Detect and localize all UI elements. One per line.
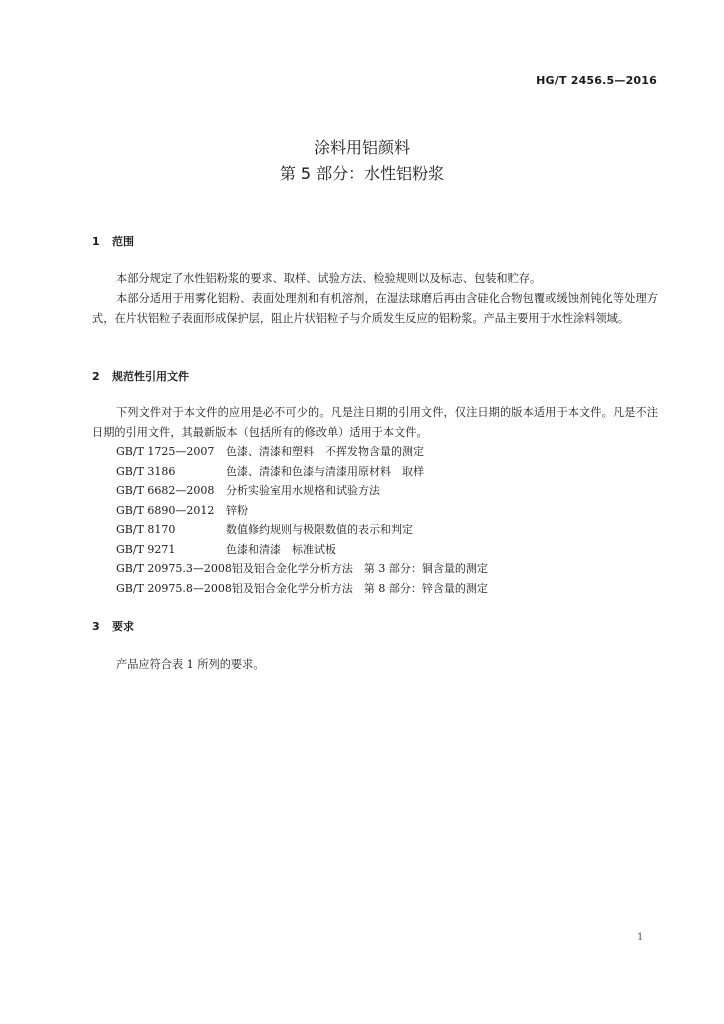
standard-code: HG/T 2456.5—2016 [536, 74, 657, 87]
page-number: 1 [637, 932, 644, 943]
reference-item [116, 462, 488, 482]
section-title: 要求 [112, 620, 134, 633]
section-title: 范围 [112, 235, 134, 248]
reference-title: 色漆、清漆和色漆与清漆用原材料 取样 [226, 464, 424, 478]
section-2-paragraph: 下列文件对于本文件的应用是必不可少的。凡是注日期的引用文件，仅注日期的版本适用于本文件。凡是不注日期的引用文件，其最新版本（包括所有的修改单）适用于本文件。 [92, 406, 658, 439]
reference-code: GB/T 3186 [116, 464, 176, 478]
reference-code: GB/T 20975.8—2008 [116, 581, 232, 595]
section-3-heading [92, 618, 134, 634]
normative-references-list [116, 442, 488, 598]
reference-title: 铝及铝合金化学分析方法 第 3 部分：铜含量的测定 [231, 562, 488, 575]
reference-code: GB/T 9271 [116, 542, 176, 556]
document-subtitle: 第 5 部分：水性铝粉浆 [279, 164, 445, 183]
section-number: 1 [92, 235, 100, 248]
section-number: 2 [92, 370, 100, 383]
reference-code: GB/T 6890—2012 [116, 503, 215, 517]
section-1-paragraph-1: 本部分规定了水性铝粉浆的要求、取样、试验方法、检验规则以及标志、包装和贮存。 [116, 272, 542, 285]
reference-item [116, 579, 488, 599]
reference-title: 分析实验室用水规格和试验方法 [226, 484, 380, 497]
reference-code: GB/T 1725—2007 [116, 445, 215, 458]
reference-item [116, 501, 488, 521]
document-title: 涂料用铝颜料 [313, 138, 410, 157]
reference-item [116, 481, 488, 501]
reference-item [116, 559, 488, 579]
section-3-paragraph: 产品应符合表 1 所列的要求。 [116, 658, 265, 671]
section-2-heading [92, 368, 189, 384]
reference-title: 色漆、清漆和塑料 不挥发物含量的测定 [226, 445, 424, 458]
section-1-paragraph-2: 本部分适用于用雾化铝粉、表面处理剂和有机溶剂，在湿法球磨后再由含硅化合物包覆或缓蚀剂钝化等处理方式，在片状铝粒子表面形成保护层，阻止片状铝粒子与介质发生反应的铝粉浆。产品主要用于水性涂料领域。 [92, 292, 658, 325]
reference-title: 锌粉 [226, 503, 248, 517]
section-number: 3 [92, 620, 100, 633]
reference-code: GB/T 6682—2008 [116, 484, 215, 497]
reference-title: 数值修约规则与极限数值的表示和判定 [226, 523, 413, 536]
reference-code: GB/T 20975.3—2008 [116, 562, 232, 575]
reference-item [116, 442, 488, 462]
reference-item [116, 520, 488, 540]
reference-title: 铝及铝合金化学分析方法 第 8 部分：锌含量的测定 [231, 581, 488, 595]
section-1-heading [92, 233, 134, 249]
reference-code: GB/T 8170 [116, 523, 176, 536]
reference-item [116, 540, 488, 560]
reference-title: 色漆和清漆 标准试板 [226, 542, 336, 556]
section-title: 规范性引用文件 [112, 370, 189, 383]
